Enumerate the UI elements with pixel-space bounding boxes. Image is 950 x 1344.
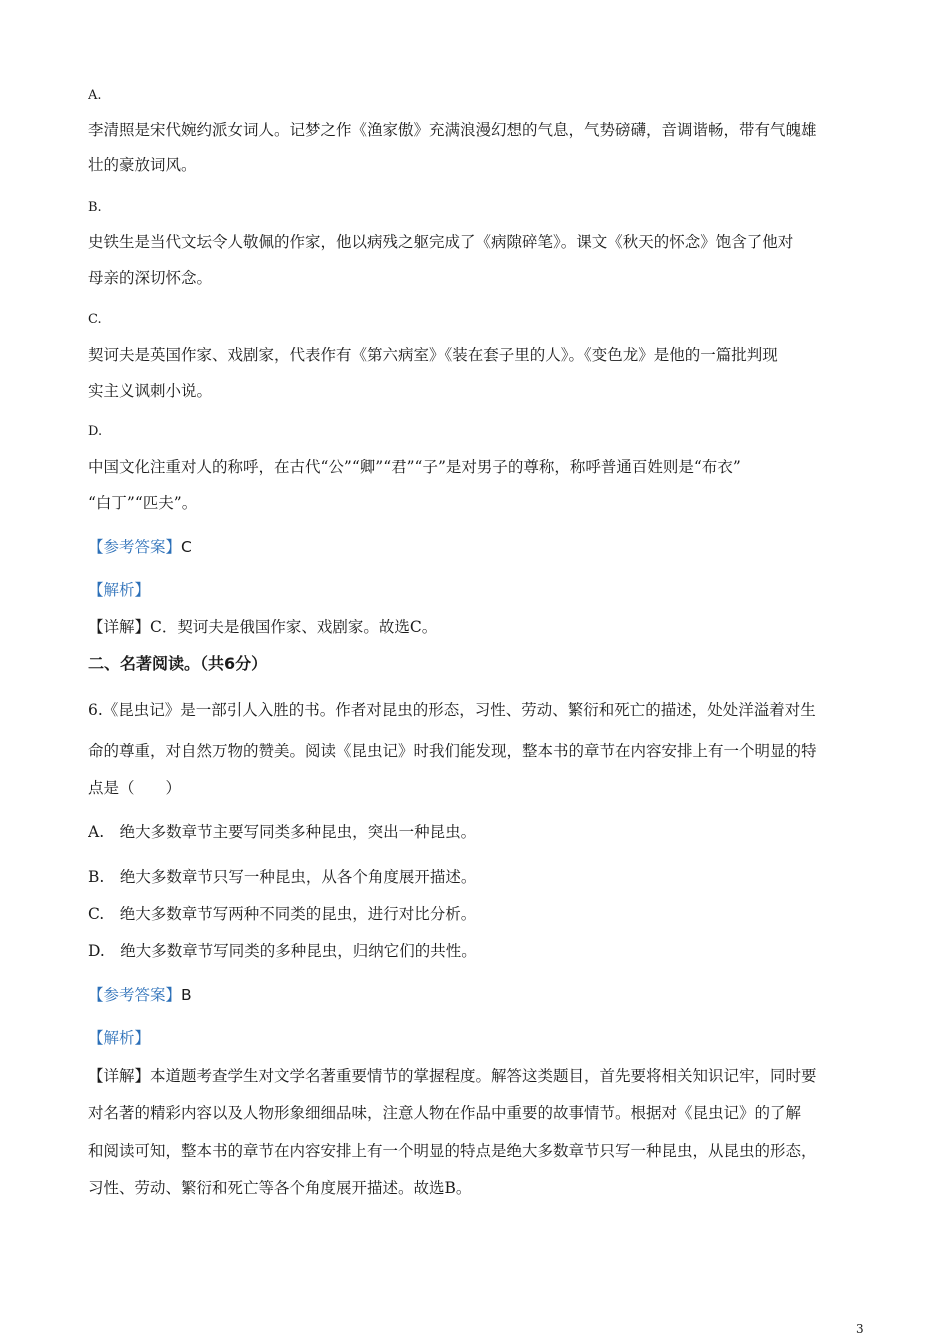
- q6-detail-line2: 对名著的精彩内容以及人物形象细细品味，注意人物在作品中重要的故事情节。根据对《昆虫记》的了解: [88, 1104, 802, 1122]
- q6-option-d: D. 绝大多数章节写同类的多种昆虫，归纳它们的共性。: [88, 942, 477, 960]
- q5-analysis-tag: [88, 580, 864, 600]
- q5-answer: [88, 537, 864, 557]
- q6-detail-line1: [88, 1066, 864, 1086]
- q5-option-b-text-line2: 母亲的深切怀念。: [88, 269, 213, 287]
- q6-detail-line3: 和阅读可知，整本书的章节在内容安排上有一个明显的特点是绝大多数章节只写一种昆虫，从昆虫的形态，: [88, 1142, 817, 1160]
- q6-option-c: C. 绝大多数章节写两种不同类的昆虫，进行对比分析。: [88, 905, 477, 923]
- detail-tag: 【详解】: [88, 618, 151, 636]
- q5-option-d-text-line1: 中国文化注重对人的称呼，在古代“公”“卿”“君”“子”是对男子的尊称，称呼普通百姓则是“布衣”: [88, 458, 741, 476]
- page-number: 3: [856, 1322, 864, 1336]
- q5-option-b-label: B.: [88, 200, 102, 215]
- answer-value: B: [181, 986, 192, 1004]
- detail-tag: 【详解】: [88, 1067, 151, 1085]
- q5-option-a-label: A.: [88, 88, 102, 103]
- q5-option-c-label: C.: [88, 312, 102, 327]
- section-heading: 二、名著阅读。（共6分）: [88, 654, 268, 673]
- q5-option-d-label: D.: [88, 424, 103, 439]
- q6-stem-line1: 6.《昆虫记》是一部引人入胜的书。作者对昆虫的形态，习性、劳动、繁衍和死亡的描述，处处洋溢着对生: [88, 701, 816, 719]
- q5-detail: [88, 617, 864, 637]
- q6-stem-line3: 点是（ ）: [88, 779, 182, 797]
- q5-option-c-text-line2: 实主义讽刺小说。: [88, 382, 213, 400]
- detail-text: 本道题考查学生对文学名著重要情节的掌握程度。解答这类题目，首先要将相关知识记牢，同时要: [150, 1067, 817, 1085]
- q6-analysis-tag: [88, 1028, 864, 1048]
- q6-detail-line4: 习性、劳动、繁衍和死亡等各个角度展开描述。故选B。: [88, 1179, 472, 1197]
- q5-option-b-text-line1: 史铁生是当代文坛令人敬佩的作家，他以病残之躯完成了《病隙碎笔》。课文《秋天的怀念》饱含了他对: [88, 233, 794, 251]
- q5-option-a-text-line1: 李清照是宋代婉约派女词人。记梦之作《渔家傲》充满浪漫幻想的气息，气势磅礴，音调谐畅，带有气魄雄: [88, 121, 817, 139]
- q6-option-b: B. 绝大多数章节只写一种昆虫，从各个角度展开描述。: [88, 868, 477, 886]
- q5-option-d-text-line2: “白丁”“匹夫”。: [88, 494, 198, 512]
- detail-text: C．契诃夫是俄国作家、戏剧家。故选C。: [150, 618, 438, 636]
- q6-option-a: A. 绝大多数章节主要写同类多种昆虫，突出一种昆虫。: [88, 823, 477, 841]
- q5-option-a-text-line2: 壮的豪放词风。: [88, 156, 197, 174]
- q6-answer: [88, 985, 864, 1005]
- analysis-tag: 【解析】: [88, 1029, 151, 1047]
- q5-option-c-text-line1: 契诃夫是英国作家、戏剧家，代表作有《第六病室》《装在套子里的人》。《变色龙》是他的一篇批判现: [88, 346, 778, 364]
- answer-tag: 【参考答案】: [88, 538, 182, 556]
- answer-value: C: [181, 538, 192, 556]
- analysis-tag: 【解析】: [88, 581, 151, 599]
- q6-stem-line2: 命的尊重，对自然万物的赞美。阅读《昆虫记》时我们能发现，整本书的章节在内容安排上有一个明显的特: [88, 742, 817, 760]
- answer-tag: 【参考答案】: [88, 986, 182, 1004]
